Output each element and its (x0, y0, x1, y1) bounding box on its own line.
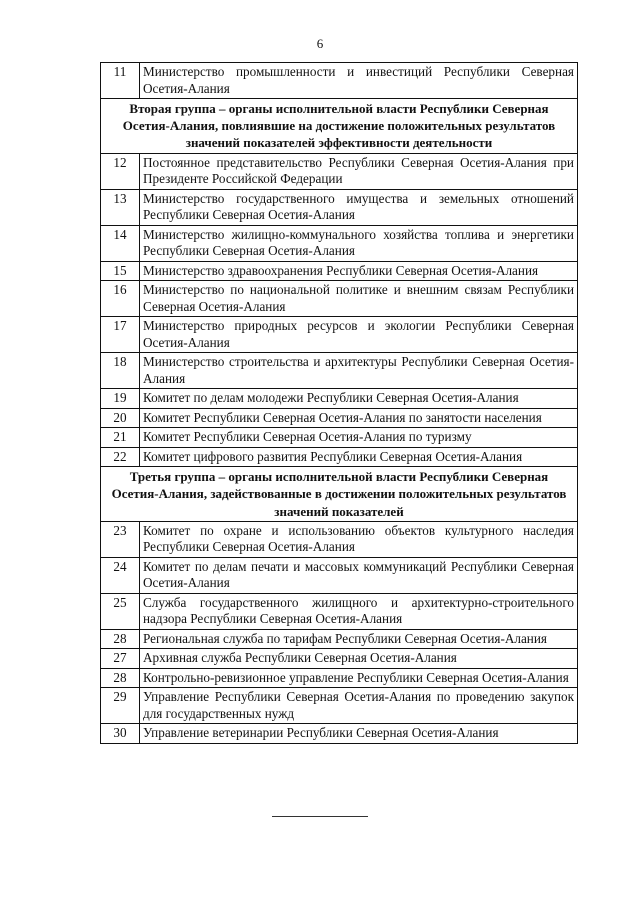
agency-name: Комитет Республики Северная Осетия-Алания по занятости населения (140, 408, 578, 428)
row-number: 23 (101, 521, 140, 557)
row-number: 21 (101, 428, 140, 448)
agency-name: Министерство промышленности и инвестиций Республики Северная Осетия-Алания (140, 63, 578, 99)
agency-name: Региональная служба по тарифам Республики Северная Осетия-Алания (140, 629, 578, 649)
agency-name: Комитет по делам печати и массовых коммуникаций Республики Северная Осетия-Алания (140, 557, 578, 593)
agency-name: Постоянное представительство Республики Северная Осетия-Алания при Президенте Российской Федерации (140, 153, 578, 189)
group-header-row (101, 99, 578, 154)
agency-name: Министерство строительства и архитектуры Республики Северная Осетия-Алания (140, 353, 578, 389)
group-header-row (101, 467, 578, 522)
group-header-text: Вторая группа – органы исполнительной власти Республики Северная Осетия-Алания, повлиявшие на достижение положительных результатов значений показателей эффективности деятельности (101, 99, 578, 154)
table-row (101, 317, 578, 353)
table-row (101, 63, 578, 99)
table-row (101, 649, 578, 669)
closing-line (272, 816, 368, 817)
table-row (101, 593, 578, 629)
row-number: 12 (101, 153, 140, 189)
table-row (101, 153, 578, 189)
row-number: 27 (101, 649, 140, 669)
row-number: 20 (101, 408, 140, 428)
row-number: 22 (101, 447, 140, 467)
agency-name: Министерство по национальной политике и внешним связам Республики Северная Осетия-Алания (140, 281, 578, 317)
agency-name: Управление Республики Северная Осетия-Алания по проведению закупок для государственных нужд (140, 688, 578, 724)
row-number: 16 (101, 281, 140, 317)
agency-name: Управление ветеринарии Республики Северная Осетия-Алания (140, 724, 578, 744)
table-row (101, 189, 578, 225)
agency-name: Комитет по делам молодежи Республики Северная Осетия-Алания (140, 389, 578, 409)
agencies-table (100, 62, 578, 744)
table-row (101, 668, 578, 688)
row-number: 28 (101, 629, 140, 649)
row-number: 19 (101, 389, 140, 409)
agency-name: Министерство здравоохранения Республики Северная Осетия-Алания (140, 261, 578, 281)
row-number: 29 (101, 688, 140, 724)
agency-name: Министерство жилищно-коммунального хозяйства топлива и энергетики Республики Северная Осетия-Алания (140, 225, 578, 261)
agency-name: Комитет Республики Северная Осетия-Алания по туризму (140, 428, 578, 448)
page-number: 6 (316, 36, 324, 51)
row-number: 17 (101, 317, 140, 353)
agency-name: Министерство государственного имущества и земельных отношений Республики Северная Осетия-Алания (140, 189, 578, 225)
table-row (101, 447, 578, 467)
table-row (101, 261, 578, 281)
row-number: 25 (101, 593, 140, 629)
table-row (101, 521, 578, 557)
group-header-text: Третья группа – органы исполнительной власти Республики Северная Осетия-Алания, задействованные в достижении положительных результатов значений показателей (101, 467, 578, 522)
row-number: 11 (101, 63, 140, 99)
table-row (101, 408, 578, 428)
table-row (101, 353, 578, 389)
table-row (101, 557, 578, 593)
row-number: 14 (101, 225, 140, 261)
agency-name: Архивная служба Республики Северная Осетия-Алания (140, 649, 578, 669)
table-row (101, 688, 578, 724)
agency-name: Комитет цифрового развития Республики Северная Осетия-Алания (140, 447, 578, 467)
row-number: 28 (101, 668, 140, 688)
row-number: 13 (101, 189, 140, 225)
table-row (101, 428, 578, 448)
agencies-table-body (101, 63, 578, 744)
row-number: 18 (101, 353, 140, 389)
agency-name: Комитет по охране и использованию объектов культурного наследия Республики Северная Осетия-Алания (140, 521, 578, 557)
table-row (101, 281, 578, 317)
table-row (101, 724, 578, 744)
row-number: 24 (101, 557, 140, 593)
table-row (101, 225, 578, 261)
agency-name: Министерство природных ресурсов и экологии Республики Северная Осетия-Алания (140, 317, 578, 353)
table-row (101, 629, 578, 649)
agency-name: Контрольно-ревизионное управление Республики Северная Осетия-Алания (140, 668, 578, 688)
table-row (101, 389, 578, 409)
agency-name: Служба государственного жилищного и архитектурно-строительного надзора Республики Северная Осетия-Алания (140, 593, 578, 629)
row-number: 15 (101, 261, 140, 281)
row-number: 30 (101, 724, 140, 744)
